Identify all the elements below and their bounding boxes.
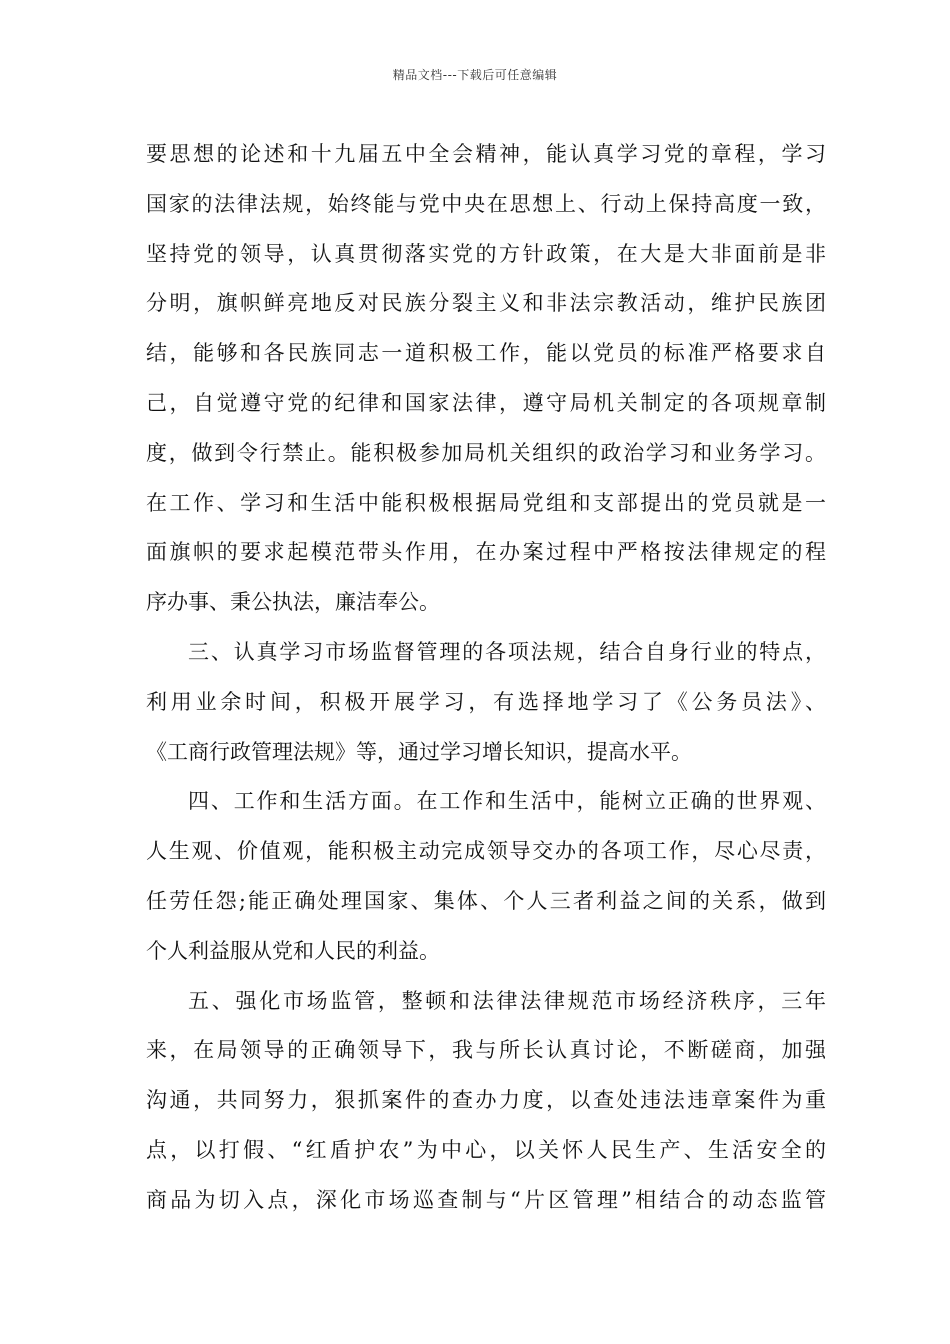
text-line: 个人利益服从党和人民的利益。	[146, 938, 440, 963]
text-line: 度，做到令行禁止。能积极参加局机关组织的政治学习和业务学习。	[146, 440, 826, 465]
text-line: 面旗帜的要求起模范带头作用，在办案过程中严格按法律规定的程	[146, 540, 826, 565]
text-line: 《工商行政管理法规》等，通过学习增长知识，提高水平。	[146, 739, 692, 764]
text-line: 来，在局领导的正确领导下，我与所长认真讨论，不断磋商，加强	[146, 1038, 826, 1063]
text-line: 利用业余时间，积极开展学习，有选择地学习了《公务员法》、	[146, 689, 826, 714]
text-line: 任劳任怨;能正确处理国家、集体、个人三者利益之间的关系，做到	[146, 888, 826, 913]
text-line: 沟通，共同努力，狠抓案件的查办力度，以查处违法违章案件为重	[146, 1088, 826, 1113]
paragraph-start-line: 五、强化市场监管，整顿和法律法律规范市场经济秩序，三年	[188, 988, 826, 1013]
text-line: 点，以打假、“红盾护农”为中心，以关怀人民生产、生活安全的	[146, 1137, 826, 1162]
document-body	[146, 130, 826, 1226]
text-line: 分明，旗帜鲜亮地反对民族分裂主义和非法宗教活动，维护民族团	[146, 291, 826, 316]
text-line: 结，能够和各民族同志一道积极工作，能以党员的标准严格要求自	[146, 341, 826, 366]
text-line: 人生观、价值观，能积极主动完成领导交办的各项工作，尽心尽责，	[146, 839, 826, 864]
text-line: 坚持党的领导，认真贯彻落实党的方针政策，在大是大非面前是非	[146, 241, 826, 266]
paragraph-start-line: 三、认真学习市场监督管理的各项法规，结合自身行业的特点，	[188, 639, 826, 664]
text-line: 在工作、学习和生活中能积极根据局党组和支部提出的党员就是一	[146, 490, 826, 515]
paragraph-start-line: 四、工作和生活方面。在工作和生活中，能树立正确的世界观、	[188, 789, 826, 814]
text-line: 国家的法律法规，始终能与党中央在思想上、行动上保持高度一致，	[146, 191, 826, 216]
text-line: 己，自觉遵守党的纪律和国家法律，遵守局机关制定的各项规章制	[146, 390, 826, 415]
text-line: 序办事、秉公执法，廉洁奉公。	[146, 590, 440, 615]
text-line: 要思想的论述和十九届五中全会精神，能认真学习党的章程，学习	[146, 142, 826, 166]
text-line: 商品为切入点，深化市场巡查制与“片区管理”相结合的动态监管	[146, 1187, 826, 1212]
page-header: 精品文档---下载后可任意编辑	[392, 68, 558, 82]
